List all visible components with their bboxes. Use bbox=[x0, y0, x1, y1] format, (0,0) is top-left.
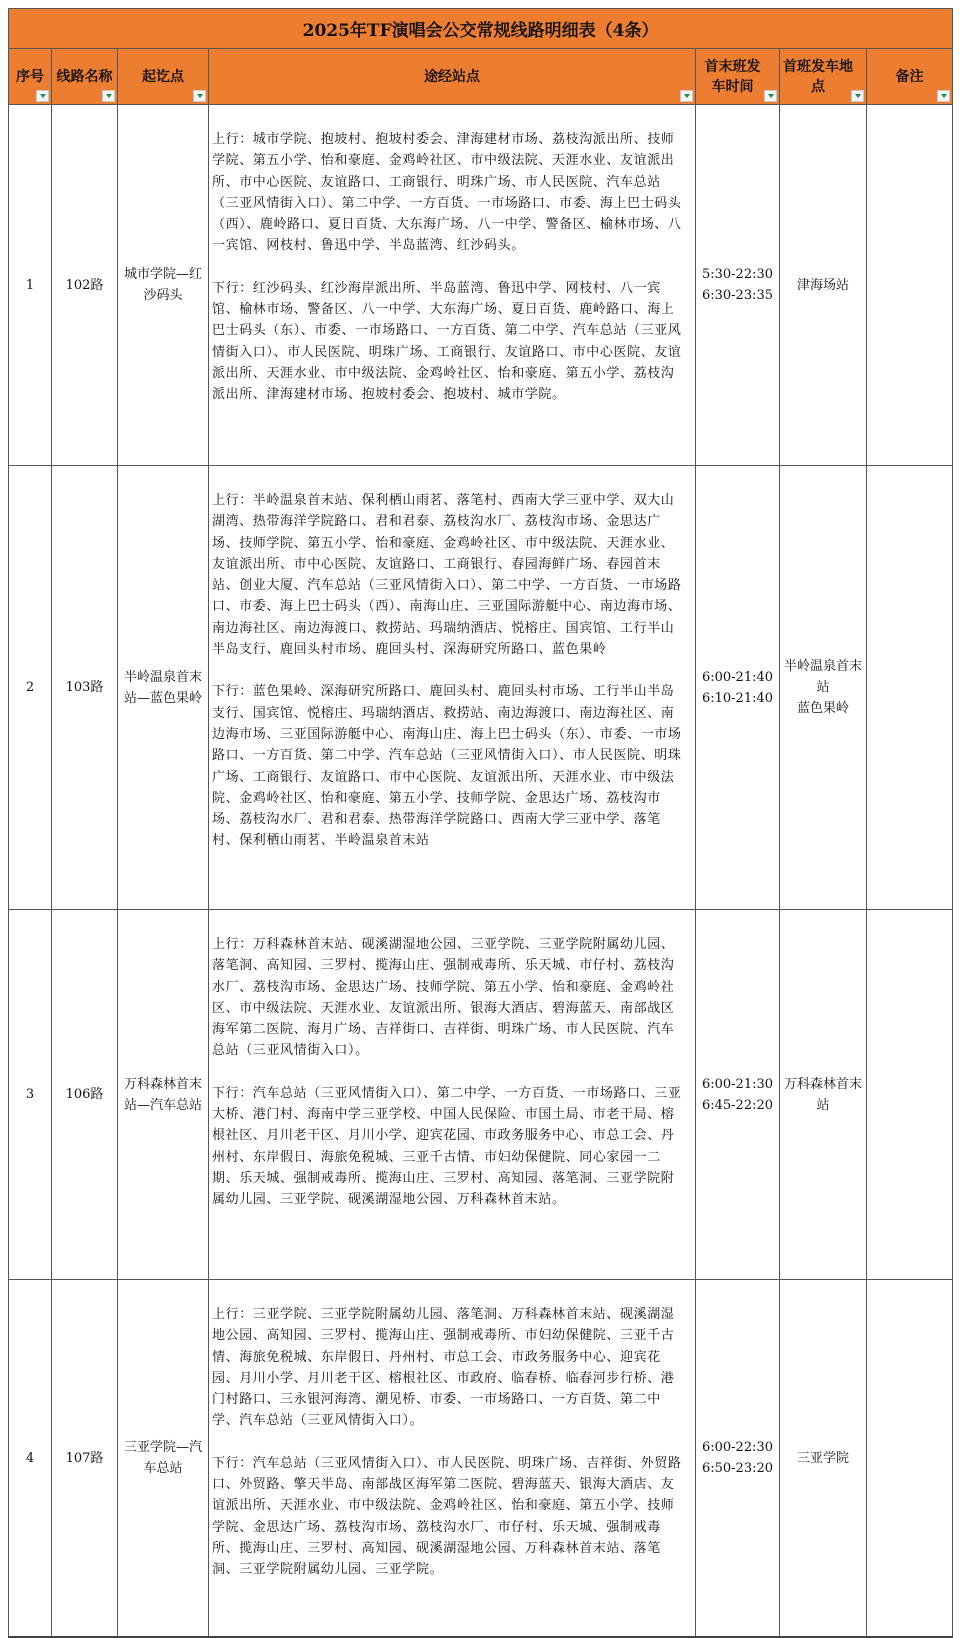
stops-up: 上行：万科森林首末站、砚溪湖湿地公园、三亚学院、三亚学院附属幼儿园、落笔洞、高知园、三罗村、揽海山庄、强制戒毒所、乐天城、市仔村、荔枝沟水厂、荔枝沟市场、金思达广场、技师学院、第五小学、怡和豪庭、金鸡岭社区、市中级法院、天涯水业、友谊派出所、银海大酒店、碧海蓝天、南部战区海军第二医院、海月广场、吉祥街口、吉祥街、明珠广场、市人民医院、汽车总站（三亚风情街入口）。 bbox=[212, 937, 675, 1059]
stops-down: 下行：蓝色果岭、深海研究所路口、鹿回头村、鹿回头村市场、工行半山半岛支行、国宾馆、悦榕庄、玛瑞纳酒店、救捞站、南边海渡口、南边海社区、南边海市场、三亚国际游艇中心、南海山庄、海上巴士码头（东）、市委、一市场路口、一方百货、第二中学、汽车总站（三亚风情街入口）、市人民医院、明珠广场、工商银行、友谊路口、市中心医院、友谊派出所、天涯水业、市中级法院、金鸡岭社区、怡和豪庭、第五小学、技师学院、金思达广场、荔枝沟市场、荔枝沟水厂、君和君泰、热带海洋学院路口、西南大学三亚中学、落笔村、保利栖山雨茗、半岭温泉首末站 bbox=[212, 684, 682, 849]
first-stop-text: 万科森林首末站 bbox=[784, 1076, 863, 1113]
filter-dropdown-button[interactable] bbox=[851, 90, 864, 102]
stops-down: 下行：红沙码头、红沙海岸派出所、半岛蓝湾、鲁迅中学、网枝村、八一宾馆、榆林市场、警备区、八一中学、大东海广场、夏日百货、鹿岭路口、海上巴士码头（东）、市委、一市场路口、一方百货、第二中学、汽车总站（三亚风情街入口）、市人民医院、明珠广场、工商银行、友谊路口、市中心医院、友谊派出所、天涯水业、市中级法院、金鸡岭社区、怡和豪庭、第五小学、荔枝沟派出所、津海建材市场、抱坡村委会、抱坡村、城市学院。 bbox=[212, 280, 682, 403]
column-header-times bbox=[696, 49, 780, 105]
column-header-row bbox=[9, 49, 953, 105]
column-header-label: 首末班发车时间 bbox=[704, 58, 761, 95]
column-header-label: 序号 bbox=[16, 68, 44, 85]
column-header-label: 线路名称 bbox=[56, 68, 113, 85]
cell-index[interactable]: 3 bbox=[9, 910, 52, 1280]
time-range-1: 6:00-22:30 bbox=[701, 1440, 774, 1455]
column-header-terminals bbox=[118, 49, 209, 105]
first-stop-text-2: 蓝色果岭 bbox=[796, 701, 849, 716]
cell-first-stop[interactable] bbox=[780, 910, 867, 1280]
dropdown-arrow-icon bbox=[941, 94, 947, 98]
cell-terminals[interactable]: 三亚学院—汽车总站 bbox=[118, 1280, 209, 1638]
cell-stops[interactable] bbox=[209, 105, 696, 466]
dropdown-arrow-icon bbox=[684, 94, 690, 98]
filter-dropdown-button[interactable] bbox=[680, 90, 693, 102]
cell-route[interactable]: 102路 bbox=[52, 105, 118, 466]
time-range-1: 5:30-22:30 bbox=[701, 267, 774, 282]
cell-times[interactable] bbox=[696, 1280, 780, 1638]
table-row bbox=[9, 466, 953, 910]
column-header-label: 备注 bbox=[895, 68, 924, 85]
cell-route[interactable]: 107路 bbox=[52, 1280, 118, 1638]
table-row bbox=[9, 1280, 953, 1638]
column-header-label: 起讫点 bbox=[142, 68, 184, 85]
cell-index[interactable]: 2 bbox=[9, 466, 52, 910]
column-header-label: 途经站点 bbox=[424, 68, 480, 85]
bus-routes-sheet bbox=[8, 8, 952, 1638]
time-range-2: 6:45-22:20 bbox=[701, 1097, 774, 1113]
filter-dropdown-button[interactable] bbox=[193, 90, 206, 102]
time-range-1: 6:00-21:30 bbox=[701, 1076, 774, 1092]
column-header-first-stop bbox=[780, 49, 867, 105]
dropdown-arrow-icon bbox=[197, 94, 203, 98]
dropdown-arrow-icon bbox=[106, 94, 112, 98]
filter-dropdown-button[interactable] bbox=[937, 90, 950, 102]
cell-times[interactable] bbox=[696, 466, 780, 910]
filter-dropdown-button[interactable] bbox=[102, 90, 115, 102]
cell-times[interactable] bbox=[696, 910, 780, 1280]
column-header-note bbox=[867, 49, 953, 105]
first-stop-text: 津海场站 bbox=[796, 277, 849, 293]
dropdown-arrow-icon bbox=[40, 94, 46, 98]
cell-route[interactable]: 106路 bbox=[52, 910, 118, 1280]
dropdown-arrow-icon bbox=[855, 94, 861, 98]
cell-note[interactable] bbox=[867, 910, 953, 1280]
first-stop-text: 三亚学院 bbox=[796, 1450, 849, 1466]
time-range-2: 6:30-23:35 bbox=[701, 288, 774, 303]
stops-up: 上行：城市学院、抱坡村、抱坡村委会、津海建材市场、荔枝沟派出所、技师学院、第五小学、怡和豪庭、金鸡岭社区、市中级法院、天涯水业、友谊派出所、市中心医院、友谊路口、工商银行、明珠广场、市人民医院、汽车总站（三亚风情街入口）、第二中学、一方百货、一市场路口、市委、海上巴士码头（西）、鹿岭路口、夏日百货、大东海广场、八一中学、警备区、榆林市场、八一宾馆、网枝村、鲁迅中学、半岛蓝湾、红沙码头。 bbox=[212, 132, 682, 254]
cell-route[interactable]: 103路 bbox=[52, 466, 118, 910]
filter-dropdown-button[interactable] bbox=[36, 90, 49, 102]
cell-terminals[interactable]: 城市学院—红沙码头 bbox=[118, 105, 209, 466]
stops-up: 上行：半岭温泉首末站、保利栖山雨茗、落笔村、西南大学三亚中学、双大山湖湾、热带海洋学院路口、君和君泰、荔枝沟水厂、荔枝沟市场、金思达广场、技师学院、第五小学、怡和豪庭、金鸡岭社区、市中级法院、天涯水业、友谊派出所、市中心医院、友谊路口、工商银行、春园海鲜广场、春园首末站、创业大厦、汽车总站（三亚风情街入口）、第二中学、一方百货、一市场路口、市委、海上巴士码头（西）、南海山庄、三亚国际游艇中心、南边海市场、南边海社区、南边海渡口、救捞站、玛瑞纳酒店、悦榕庄、国宾馆、工行半山半岛支行、鹿回头村市场、鹿回头村、深海研究所路口、蓝色果岭 bbox=[212, 493, 682, 658]
column-header-stops bbox=[209, 49, 696, 105]
cell-note[interactable] bbox=[867, 466, 953, 910]
column-header-route bbox=[52, 49, 118, 105]
stops-down: 下行：汽车总站（三亚风情街入口）、市人民医院、明珠广场、吉祥街、外贸路口、外贸路、擎天半岛、南部战区海军第二医院、碧海蓝天、银海大酒店、友谊派出所、天涯水业、市中级法院、金鸡岭社区、怡和豪庭、第五小学、技师学院、金思达广场、荔枝沟市场、荔枝沟水厂、市仔村、乐天城、强制戒毒所、揽海山庄、三罗村、高知园、砚溪湖湿地公园、万科森林首末站、落笔洞、三亚学院附属幼儿园、三亚学院。 bbox=[212, 1455, 682, 1578]
stops-up: 上行：三亚学院、三亚学院附属幼儿园、落笔洞、万科森林首末站、砚溪湖湿地公园、高知园、三罗村、揽海山庄、强制戒毒所、市妇幼保健院、三亚千古情、海旅免税城、东岸假日、丹州村、市总工会、市政务服务中心、迎宾花园、月川小学、月川老干区、榕根社区、市政府、临春桥、临春河步行桥、港门村路口、三永银河海湾、潮见桥、市委、一市场路口、一方百货、第二中学、汽车总站（三亚风情街入口）。 bbox=[212, 1307, 675, 1429]
cell-terminals[interactable]: 万科森林首末站—汽车总站 bbox=[118, 910, 209, 1280]
cell-stops[interactable] bbox=[209, 910, 696, 1280]
table-row bbox=[9, 105, 953, 466]
column-header-label: 首班发车地点 bbox=[783, 58, 853, 95]
cell-note[interactable] bbox=[867, 1280, 953, 1638]
stops-down: 下行：汽车总站（三亚风情街入口）、第二中学、一方百货、一市场路口、三亚大桥、港门村、海南中学三亚学校、中国人民保险、市国土局、市老干局、榕根社区、月川老干区、月川小学、迎宾花园、市政务服务中心、市总工会、丹州村、东岸假日、海旅免税城、三亚千古情、市妇幼保健院、同心家园一二期、乐天城、强制戒毒所、揽海山庄、三罗村、高知园、落笔洞、三亚学院附属幼儿园、三亚学院、砚溪湖湿地公园、万科森林首末站。 bbox=[212, 1085, 682, 1208]
first-stop-text: 半岭温泉首末站 bbox=[784, 659, 863, 695]
cell-first-stop[interactable] bbox=[780, 105, 867, 466]
cell-terminals[interactable]: 半岭温泉首末站—蓝色果岭 bbox=[118, 466, 209, 910]
time-range-1: 6:00-21:40 bbox=[701, 669, 774, 685]
cell-index[interactable]: 4 bbox=[9, 1280, 52, 1638]
cell-first-stop[interactable] bbox=[780, 1280, 867, 1638]
filter-dropdown-button[interactable] bbox=[764, 90, 777, 102]
time-range-2: 6:50-23:20 bbox=[701, 1461, 774, 1476]
cell-note[interactable] bbox=[867, 105, 953, 466]
cell-first-stop[interactable] bbox=[780, 466, 867, 910]
cell-times[interactable] bbox=[696, 105, 780, 466]
dropdown-arrow-icon bbox=[768, 94, 774, 98]
time-range-2: 6:10-21:40 bbox=[701, 690, 774, 706]
cell-index[interactable]: 1 bbox=[9, 105, 52, 466]
table-row bbox=[9, 910, 953, 1280]
column-header-index bbox=[9, 49, 52, 105]
routes-table bbox=[8, 8, 953, 1638]
cell-stops[interactable] bbox=[209, 1280, 696, 1638]
cell-stops[interactable] bbox=[209, 466, 696, 910]
table-title: 2025年TF演唱会公交常规线路明细表（4条） bbox=[9, 9, 953, 49]
